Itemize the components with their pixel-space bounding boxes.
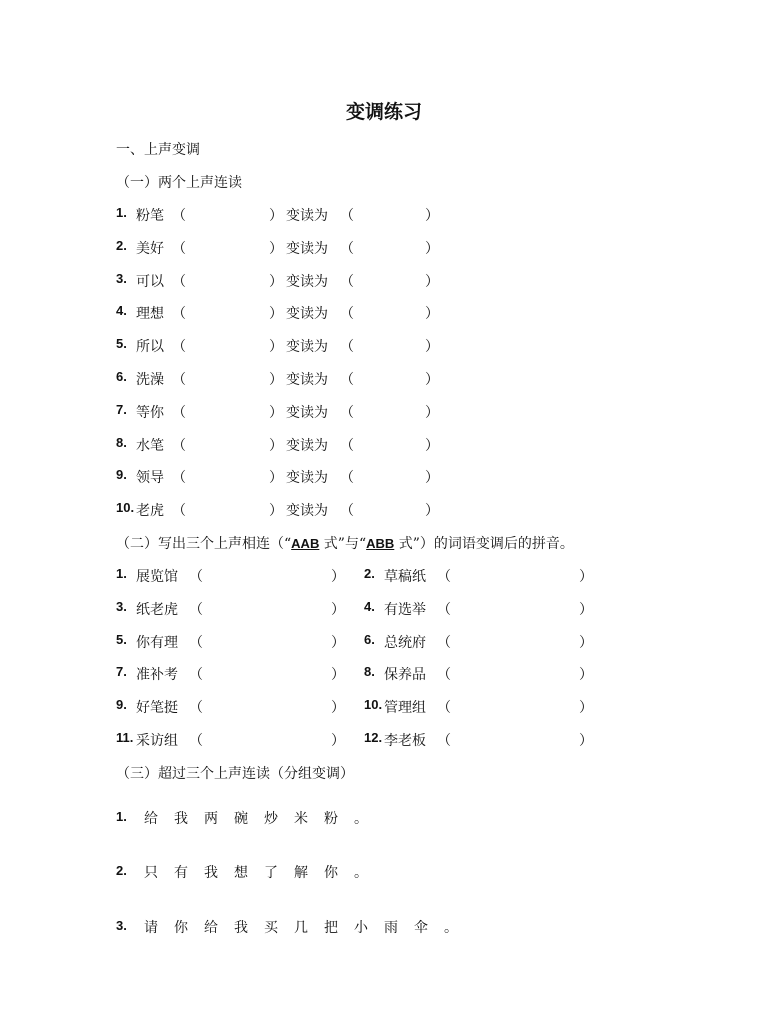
answer-open-paren: （ — [172, 339, 186, 356]
item-number: 7. — [116, 401, 127, 417]
item-word: 准补考 — [136, 667, 178, 684]
exercise-item — [364, 697, 604, 717]
answer-close-paren: ） — [425, 339, 439, 356]
answer-open-paren: （ — [340, 404, 354, 421]
item-number: 7. — [116, 664, 127, 680]
item-number: 12. — [364, 730, 383, 745]
changed-reading-label: 变读为 — [286, 339, 328, 356]
item-number: 1. — [116, 205, 127, 220]
exercise-item — [116, 303, 446, 323]
answer-open-paren: （ — [172, 306, 186, 323]
item-word: 等你 — [136, 404, 164, 421]
item-number: 8. — [116, 434, 127, 450]
answer-close-paren: ） — [269, 339, 283, 356]
item-number: 10. — [364, 697, 383, 713]
exercise-item — [364, 632, 604, 652]
answer-close-paren: ） — [425, 273, 439, 290]
answer-close-paren: ） — [579, 700, 593, 717]
item-number: 2. — [116, 237, 127, 253]
answer-close-paren: ） — [269, 306, 283, 323]
answer-close-paren: ） — [579, 634, 593, 651]
item-word: 老虎 — [136, 503, 164, 520]
answer-close-paren: ） — [269, 240, 283, 257]
exercise-item — [116, 632, 356, 652]
answer-close-paren: ） — [331, 700, 345, 717]
sentence-item — [116, 917, 616, 937]
answer-open-paren: （ — [172, 437, 186, 454]
abb-label: ABB — [366, 536, 395, 551]
sentence-text: 只有我想了解你。 — [144, 865, 384, 881]
answer-close-paren: ） — [579, 733, 593, 749]
item-number: 1. — [116, 566, 127, 581]
item-word: 你有理 — [136, 634, 178, 651]
exercise-item — [116, 697, 356, 717]
answer-close-paren: ） — [425, 470, 439, 487]
answer-open-paren: （ — [172, 240, 186, 257]
answer-open-paren: （ — [340, 470, 354, 487]
exercise-item — [364, 664, 604, 684]
changed-reading-label: 变读为 — [286, 404, 328, 421]
answer-open-paren: （ — [340, 372, 354, 388]
exercise-item — [116, 500, 446, 520]
answer-close-paren: ） — [579, 601, 593, 618]
answer-close-paren: ） — [579, 667, 593, 684]
item-word: 李老板 — [384, 733, 426, 749]
exercise-item — [116, 369, 446, 389]
answer-open-paren: （ — [189, 733, 203, 749]
answer-open-paren: （ — [340, 437, 354, 454]
answer-open-paren: （ — [437, 733, 451, 749]
item-word: 纸老虎 — [136, 601, 178, 618]
item-number: 6. — [116, 369, 127, 384]
exercise-item — [364, 599, 604, 619]
sentence-item — [116, 862, 616, 882]
changed-reading-label: 变读为 — [286, 503, 328, 520]
item-number: 9. — [116, 697, 127, 713]
answer-close-paren: ） — [269, 372, 283, 388]
exercise-item — [116, 402, 446, 422]
answer-close-paren: ） — [269, 273, 283, 290]
answer-close-paren: ） — [269, 503, 283, 520]
answer-open-paren: （ — [340, 273, 354, 290]
exercise-item — [116, 664, 356, 684]
item-number: 3. — [116, 918, 127, 933]
item-number: 4. — [116, 303, 127, 319]
answer-close-paren: ） — [425, 503, 439, 520]
answer-open-paren: （ — [340, 306, 354, 323]
part3-heading: （三）超过三个上声连读（分组变调） — [116, 766, 354, 782]
page-title: 变调练习 — [345, 101, 422, 123]
exercise-item — [116, 467, 446, 487]
exercise-item — [364, 730, 604, 750]
item-word: 粉笔 — [136, 208, 164, 224]
answer-open-paren: （ — [189, 601, 203, 618]
item-word: 可以 — [136, 273, 164, 290]
sentence-text: 给我两碗炒米粉。 — [144, 811, 384, 827]
item-word: 草稿纸 — [384, 569, 426, 585]
answer-close-paren: ） — [425, 306, 439, 323]
item-number: 5. — [116, 631, 127, 647]
answer-close-paren: ） — [331, 733, 345, 749]
item-word: 总统府 — [384, 634, 426, 651]
answer-close-paren: ） — [331, 634, 345, 651]
answer-open-paren: （ — [437, 601, 451, 618]
item-word: 水笔 — [136, 437, 164, 454]
changed-reading-label: 变读为 — [286, 208, 328, 224]
answer-close-paren: ） — [269, 208, 283, 224]
item-word: 管理组 — [384, 700, 426, 717]
answer-close-paren: ） — [579, 569, 593, 585]
changed-reading-label: 变读为 — [286, 372, 328, 388]
item-word: 展览馆 — [136, 569, 178, 585]
answer-open-paren: （ — [437, 569, 451, 585]
answer-close-paren: ） — [425, 372, 439, 388]
item-number: 11. — [116, 730, 134, 745]
sentence-text: 请你给我买几把小雨伞。 — [144, 920, 474, 936]
item-number: 1. — [116, 809, 127, 824]
item-number: 2. — [364, 566, 375, 581]
item-word: 好笔挺 — [136, 700, 178, 717]
item-word: 美好 — [136, 240, 164, 257]
exercise-item — [116, 336, 446, 356]
answer-open-paren: （ — [340, 240, 354, 257]
answer-open-paren: （ — [437, 700, 451, 717]
answer-open-paren: （ — [172, 404, 186, 421]
answer-close-paren: ） — [331, 601, 345, 618]
answer-open-paren: （ — [340, 339, 354, 356]
item-word: 所以 — [136, 339, 164, 356]
item-number: 2. — [116, 863, 127, 878]
answer-open-paren: （ — [189, 569, 203, 585]
answer-open-paren: （ — [189, 634, 203, 651]
exercise-item — [116, 599, 356, 619]
sentence-item — [116, 808, 616, 828]
answer-open-paren: （ — [172, 503, 186, 520]
exercise-item — [116, 205, 446, 225]
changed-reading-label: 变读为 — [286, 273, 328, 290]
item-number: 3. — [116, 598, 127, 614]
answer-close-paren: ） — [425, 404, 439, 421]
section-heading: 一、上声变调 — [116, 142, 200, 158]
exercise-item — [116, 730, 356, 750]
changed-reading-label: 变读为 — [286, 470, 328, 487]
item-number: 9. — [116, 467, 127, 483]
answer-open-paren: （ — [189, 667, 203, 684]
aab-label: AAB — [291, 536, 320, 551]
answer-open-paren: （ — [172, 273, 186, 290]
answer-open-paren: （ — [172, 208, 186, 224]
changed-reading-label: 变读为 — [286, 306, 328, 323]
item-word: 理想 — [136, 306, 164, 323]
answer-open-paren: （ — [172, 470, 186, 487]
answer-close-paren: ） — [269, 470, 283, 487]
item-number: 3. — [116, 270, 127, 286]
exercise-item — [116, 238, 446, 258]
item-word: 保养品 — [384, 667, 426, 684]
item-number: 5. — [116, 336, 127, 352]
answer-open-paren: （ — [437, 634, 451, 651]
item-word: 有选举 — [384, 601, 426, 618]
changed-reading-label: 变读为 — [286, 240, 328, 257]
part1-heading: （一）两个上声连读 — [116, 175, 242, 191]
item-word: 领导 — [136, 470, 164, 487]
exercise-item — [116, 435, 446, 455]
item-word: 采访组 — [136, 733, 178, 749]
answer-close-paren: ） — [331, 569, 345, 585]
part2-heading: （二）写出三个上声相连（“AAB 式”与“ABB 式”）的词语变调后的拼音。 — [116, 536, 574, 552]
item-number: 6. — [364, 631, 375, 647]
answer-open-paren: （ — [437, 667, 451, 684]
exercise-item — [364, 566, 604, 586]
exercise-item — [116, 566, 356, 586]
answer-close-paren: ） — [331, 667, 345, 684]
exercise-item — [116, 271, 446, 291]
item-word: 洗澡 — [136, 372, 164, 388]
answer-close-paren: ） — [269, 404, 283, 421]
answer-open-paren: （ — [340, 208, 354, 224]
changed-reading-label: 变读为 — [286, 437, 328, 454]
item-number: 10. — [116, 500, 135, 516]
answer-close-paren: ） — [425, 437, 439, 454]
answer-open-paren: （ — [189, 700, 203, 717]
answer-close-paren: ） — [425, 240, 439, 257]
answer-open-paren: （ — [172, 372, 186, 388]
item-number: 8. — [364, 664, 375, 680]
answer-close-paren: ） — [269, 437, 283, 454]
answer-open-paren: （ — [340, 503, 354, 520]
answer-close-paren: ） — [425, 208, 439, 224]
item-number: 4. — [364, 598, 375, 614]
